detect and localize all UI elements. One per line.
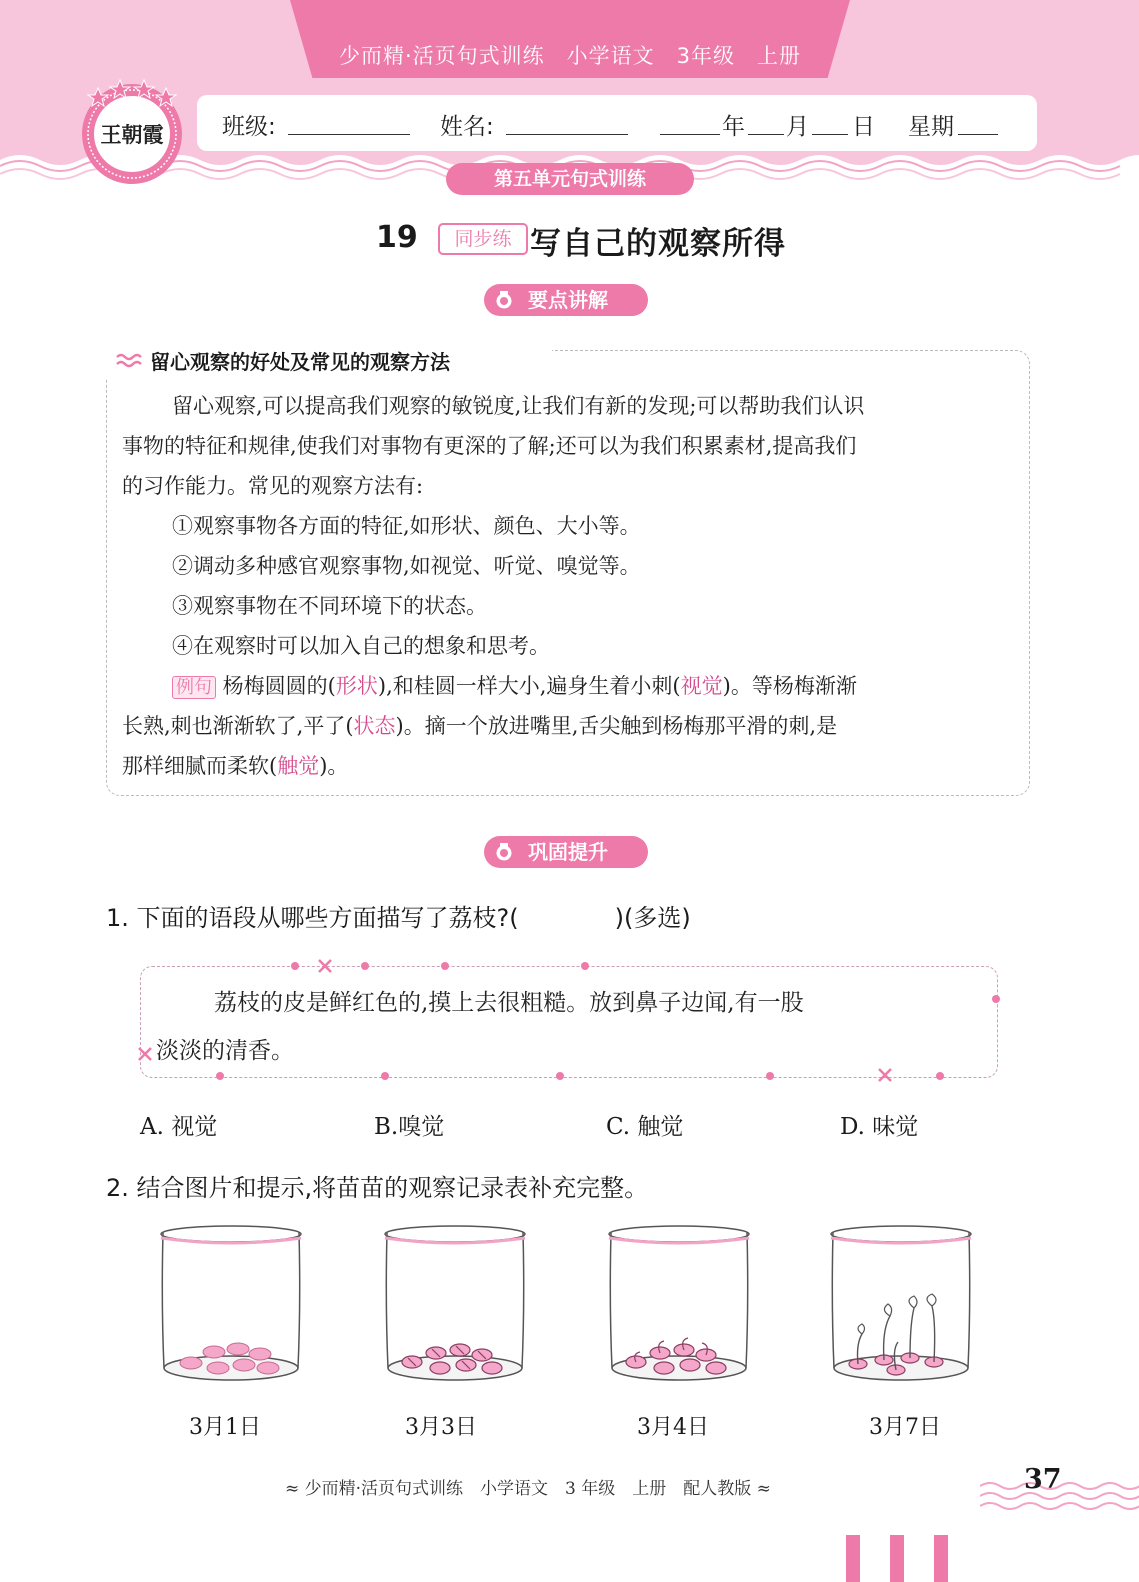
para-line-2: 事物的特征和规律,使我们对事物有更深的了解;还可以为我们积累素材,提高我们 xyxy=(122,434,857,458)
logo-text: 王朝霞 xyxy=(100,122,164,147)
class-label: 班级: xyxy=(222,114,276,140)
page-number: 37 xyxy=(1024,1464,1062,1495)
medal-icon xyxy=(494,842,514,862)
weekday-label: 星期 xyxy=(908,114,954,140)
example-text: )。等杨梅渐渐 xyxy=(722,674,857,698)
example-text: ),和桂圆一样大小,遍身生着小刺( xyxy=(377,674,681,698)
practice-pill xyxy=(484,836,648,868)
example-line-2 xyxy=(122,710,837,740)
footer-bar xyxy=(934,1535,948,1582)
example-annotation: 形状 xyxy=(335,674,378,698)
lesson-number: 19 xyxy=(376,220,418,255)
date-label-4: 3月7日 xyxy=(869,1415,941,1440)
method-4: ④在观察时可以加入自己的想象和思考。 xyxy=(172,634,550,658)
method-3: ③观察事物在不同环境下的状态。 xyxy=(172,594,487,618)
year-label: 年 xyxy=(722,114,745,140)
footer-bar xyxy=(846,1535,860,1582)
day-label: 日 xyxy=(852,114,875,140)
class-blank[interactable] xyxy=(288,134,410,135)
option-a[interactable]: A. 视觉 xyxy=(140,1114,218,1140)
method-1: ①观察事物各方面的特征,如形状、颜色、大小等。 xyxy=(172,514,641,538)
series-line: 少而精·活页句式训练 小学语文 3年级 上册 xyxy=(338,44,802,68)
unit-tab: 第五单元句式训练 xyxy=(446,163,694,195)
name-blank[interactable] xyxy=(506,134,628,135)
jar-day-3-image xyxy=(380,1222,530,1384)
example-text: 长熟,刺也渐渐软了,平了( xyxy=(122,714,354,738)
key-points-pill xyxy=(484,284,648,316)
key-points-heading: 留心观察的好处及常见的观察方法 xyxy=(150,350,450,374)
footer-bar xyxy=(890,1535,904,1582)
para-line-3: 的习作能力。常见的观察方法有: xyxy=(122,474,424,498)
date-label-1: 3月1日 xyxy=(189,1415,261,1440)
option-b[interactable]: B.嗅觉 xyxy=(374,1114,445,1140)
example-annotation: 视觉 xyxy=(680,674,723,698)
date-label-3: 3月4日 xyxy=(637,1415,709,1440)
example-text: 杨梅圆圆的( xyxy=(216,674,336,698)
passage-decoration xyxy=(130,955,1010,1085)
lesson-title: 写自己的观察所得 xyxy=(530,226,786,262)
question-2-stem: 2. 结合图片和提示,将苗苗的观察记录表补充完整。 xyxy=(106,1174,649,1202)
example-annotation: 触觉 xyxy=(277,754,320,778)
year-blank[interactable] xyxy=(660,134,720,135)
example-line-3 xyxy=(122,750,348,780)
wave-icon xyxy=(116,350,146,372)
month-label: 月 xyxy=(786,114,809,140)
month-blank[interactable] xyxy=(748,134,784,135)
key-points-label: 要点讲解 xyxy=(528,288,608,312)
example-text: )。摘一个放进嘴里,舌尖触到杨梅那平滑的刺,是 xyxy=(395,714,838,738)
brand-logo-icon xyxy=(78,78,186,186)
practice-label: 巩固提升 xyxy=(528,840,608,864)
example-tag: 例句 xyxy=(172,676,216,699)
footer-series-text: ≈ 少而精·活页句式训练 小学语文 3 年级 上册 配人教版 ≈ xyxy=(285,1479,771,1499)
passage-line-1: 荔枝的皮是鲜红色的,摸上去很粗糙。放到鼻子边闻,有一股 xyxy=(214,990,804,1016)
day-blank[interactable] xyxy=(812,134,848,135)
medal-icon xyxy=(494,290,514,310)
method-2: ②调动多种感官观察事物,如视觉、听觉、嗅觉等。 xyxy=(172,554,641,578)
date-label-2: 3月3日 xyxy=(405,1415,477,1440)
question-1-stem: 1. 下面的语段从哪些方面描写了荔枝?( )(多选) xyxy=(106,904,691,932)
lesson-tag: 同步练 xyxy=(438,223,528,255)
jar-day-7-image xyxy=(826,1222,976,1384)
example-annotation: 状态 xyxy=(353,714,396,738)
jar-day-1-image xyxy=(156,1222,306,1384)
weekday-blank[interactable] xyxy=(958,134,998,135)
example-text: )。 xyxy=(319,754,349,778)
jar-day-4-image xyxy=(604,1222,754,1384)
passage-line-2: 淡淡的清香。 xyxy=(156,1038,294,1064)
example-text: 那样细腻而柔软( xyxy=(122,754,278,778)
option-d[interactable]: D. 味觉 xyxy=(840,1114,919,1140)
para-line-1: 留心观察,可以提高我们观察的敏锐度,让我们有新的发现;可以帮助我们认识 xyxy=(172,394,865,418)
example-line-1 xyxy=(172,670,857,700)
option-c[interactable]: C. 触觉 xyxy=(606,1114,684,1140)
name-label: 姓名: xyxy=(440,114,494,140)
